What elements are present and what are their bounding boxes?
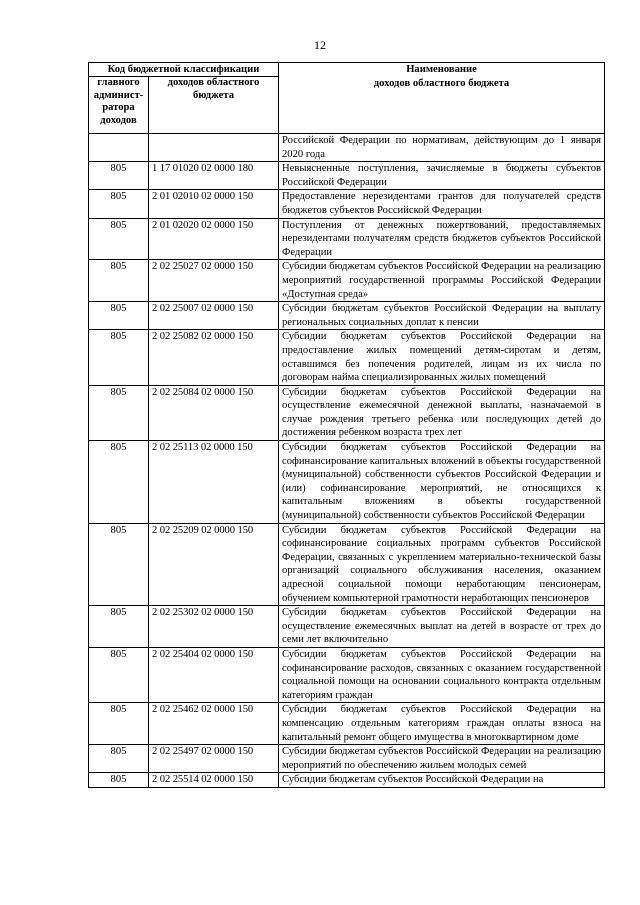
admin-code-cell: 805 [89, 703, 149, 745]
admin-code-cell: 805 [89, 385, 149, 440]
admin-code-cell: 805 [89, 330, 149, 385]
table-row [89, 190, 605, 218]
income-name-cell: Субсидии бюджетам субъектов Российской Федерации на осуществление ежемесячной денежной выплаты, назначаемой в случае рождения третьего ребенка или последующих детей до достижения ребенком возраста трех лет [279, 385, 605, 440]
table-row [89, 523, 605, 606]
income-name-cell: Субсидии бюджетам субъектов Российской Федерации на софинансирование капитальных вложений в объекты государственной (муниципальной) собственности субъектов Российской Федерации и (или) софинансирование мероприятий, не относящихся к капитальным вложениям в объекты государственной (муниципальной) собственности субъектов Российской Федерации [279, 441, 605, 524]
table-row [89, 606, 605, 648]
admin-code-cell: 805 [89, 606, 149, 648]
header-income-name [279, 63, 605, 134]
income-code-cell: 2 02 25113 02 0000 150 [149, 441, 279, 524]
income-name-cell: Субсидии бюджетам субъектов Российской Федерации на софинансирование социальных программ субъектов Российской Федерации, связанных с укреплением материально-технической базы организаций социального обслуживания населения, оказанием адресной социальной помощи неработающим пенсионерам, обучением компьютерной грамотности неработающих пенсионеров [279, 523, 605, 606]
income-code-cell: 2 02 25302 02 0000 150 [149, 606, 279, 648]
table-row [89, 385, 605, 440]
table-row [89, 162, 605, 190]
income-name-cell: Субсидии бюджетам субъектов Российской Федерации на [279, 773, 605, 788]
table-header-row [89, 63, 605, 77]
income-code-cell: 2 02 25497 02 0000 150 [149, 745, 279, 773]
income-code-cell: 2 02 25084 02 0000 150 [149, 385, 279, 440]
table-row [89, 703, 605, 745]
admin-code-cell: 805 [89, 523, 149, 606]
income-name-cell: Субсидии бюджетам субъектов Российской Федерации на компенсацию отдельным категориям граждан оплаты взноса на капитальный ремонт общего имущества в многоквартирном доме [279, 703, 605, 745]
admin-code-cell: 805 [89, 260, 149, 302]
income-name-cell: Российской Федерации по нормативам, действующим до 1 января 2020 года [279, 134, 605, 162]
admin-code-cell: 805 [89, 647, 149, 702]
header-name-line2: доходов областного бюджета [373, 77, 510, 89]
table-row [89, 745, 605, 773]
admin-code-cell: 805 [89, 441, 149, 524]
income-code-cell: 2 01 02020 02 0000 150 [149, 218, 279, 260]
income-code-cell: 2 02 25462 02 0000 150 [149, 703, 279, 745]
table-row [89, 773, 605, 788]
admin-code-cell: 805 [89, 773, 149, 788]
income-code-cell: 2 02 25209 02 0000 150 [149, 523, 279, 606]
header-classification-code: Код бюджетной классификации [89, 63, 279, 77]
header-chief-administrator: главного админист-ратора доходов [89, 77, 149, 134]
income-name-cell: Невыясненные поступления, зачисляемые в бюджеты субъектов Российской Федерации [279, 162, 605, 190]
income-code-cell: 2 02 25514 02 0000 150 [149, 773, 279, 788]
admin-code-cell: 805 [89, 218, 149, 260]
table-row [89, 218, 605, 260]
table-row [89, 330, 605, 385]
table-row [89, 302, 605, 330]
income-code-cell: 2 02 25027 02 0000 150 [149, 260, 279, 302]
income-name-cell: Субсидии бюджетам субъектов Российской Федерации на реализацию мероприятий государственной программы Российской Федерации «Доступная среда» [279, 260, 605, 302]
admin-code-cell: 805 [89, 302, 149, 330]
header-name-line1: Наименование [406, 64, 477, 75]
income-name-cell: Предоставление нерезидентами грантов для получателей средств бюджетов субъектов Российской Федерации [279, 190, 605, 218]
income-code-cell: 2 02 25007 02 0000 150 [149, 302, 279, 330]
budget-classification-table [88, 62, 605, 788]
income-name-cell: Субсидии бюджетам субъектов Российской Федерации на предоставление жилых помещений детям-сиротам и детям, оставшимся без попечения родителей, лицам из их числа по договорам найма специализированных жилых помещений [279, 330, 605, 385]
income-code-cell: 1 17 01020 02 0000 180 [149, 162, 279, 190]
admin-code-cell [89, 134, 149, 162]
income-code-cell: 2 01 02010 02 0000 150 [149, 190, 279, 218]
table-row [89, 647, 605, 702]
income-name-cell: Субсидии бюджетам субъектов Российской Федерации на осуществление ежемесячных выплат на детей в возрасте от трех до семи лет включительно [279, 606, 605, 648]
table-row [89, 134, 605, 162]
admin-code-cell: 805 [89, 190, 149, 218]
income-code-cell: 2 02 25082 02 0000 150 [149, 330, 279, 385]
header-income-code: доходов областного бюджета [149, 77, 279, 134]
table-row [89, 441, 605, 524]
income-code-cell [149, 134, 279, 162]
page-number: 12 [314, 38, 326, 52]
income-name-cell: Субсидии бюджетам субъектов Российской Федерации на реализацию мероприятий по обеспечению жильем молодых семей [279, 745, 605, 773]
table-row [89, 260, 605, 302]
income-name-cell: Поступления от денежных пожертвований, предоставляемых нерезидентами получателям средств бюджетов субъектов Российской Федерации [279, 218, 605, 260]
income-name-cell: Субсидии бюджетам субъектов Российской Федерации на выплату региональных социальных доплат к пенсии [279, 302, 605, 330]
income-code-cell: 2 02 25404 02 0000 150 [149, 647, 279, 702]
admin-code-cell: 805 [89, 745, 149, 773]
admin-code-cell: 805 [89, 162, 149, 190]
income-name-cell: Субсидии бюджетам субъектов Российской Федерации на софинансирование расходов, связанных с оказанием государственной социальной помощи на основании социального контракта отдельным категориям граждан [279, 647, 605, 702]
